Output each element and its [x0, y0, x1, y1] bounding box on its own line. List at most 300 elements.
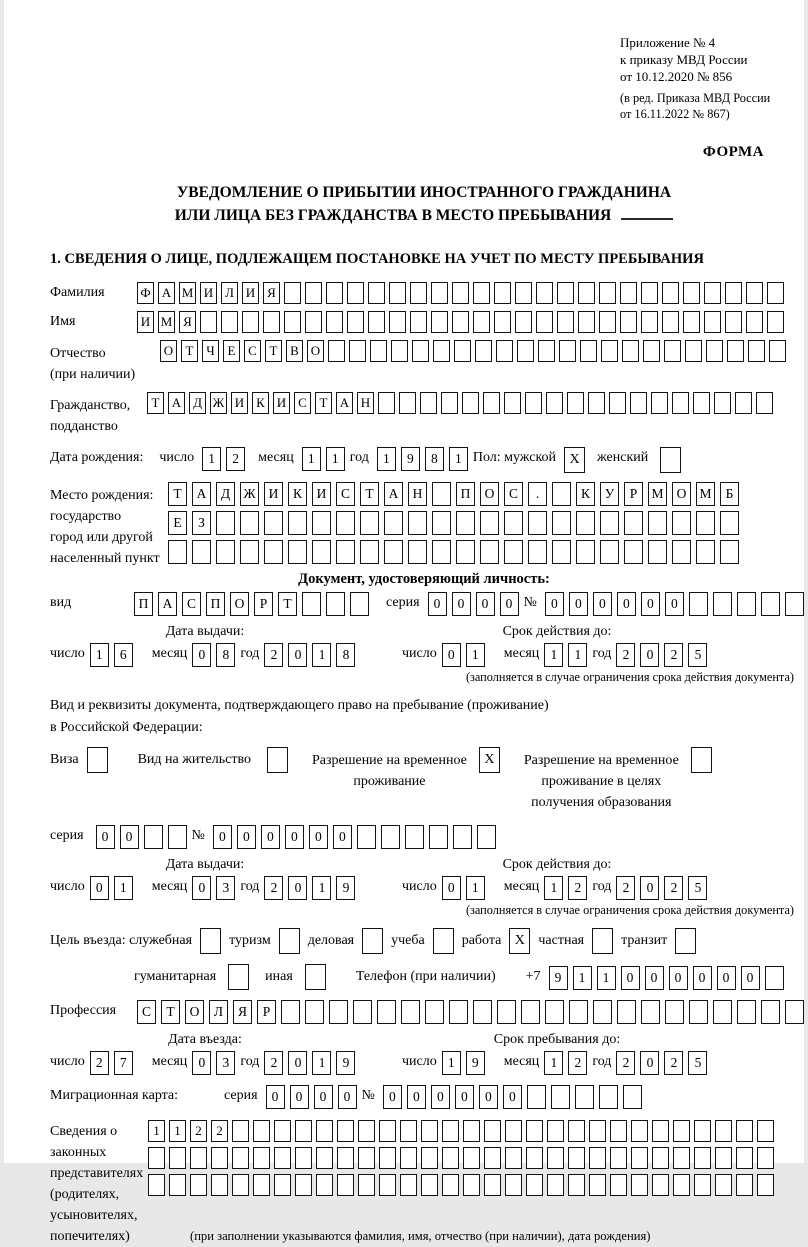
form-cell[interactable]	[736, 1174, 753, 1196]
form-cell[interactable]: 1	[544, 876, 563, 900]
form-cell[interactable]	[337, 1174, 354, 1196]
form-cell[interactable]	[546, 392, 563, 414]
form-cell[interactable]: 6	[114, 643, 133, 667]
form-cell[interactable]	[713, 1000, 732, 1024]
form-cell[interactable]: X	[564, 447, 585, 473]
form-cell[interactable]	[785, 1000, 804, 1024]
form-cell[interactable]	[641, 282, 658, 304]
form-cell[interactable]	[593, 1000, 612, 1024]
form-cell[interactable]: 0	[90, 876, 109, 900]
form-cell[interactable]: П	[456, 482, 475, 506]
form-cell[interactable]: М	[179, 282, 196, 304]
form-cell[interactable]	[694, 1120, 711, 1142]
form-cell[interactable]	[295, 1174, 312, 1196]
form-cell[interactable]: А	[158, 592, 177, 616]
form-cell[interactable]	[691, 747, 712, 773]
resdoc-valid-month-cells[interactable]	[544, 876, 592, 900]
form-cell[interactable]: Л	[221, 282, 238, 304]
form-cell[interactable]	[521, 1000, 540, 1024]
form-cell[interactable]	[253, 1147, 270, 1169]
form-cell[interactable]	[357, 825, 376, 849]
form-cell[interactable]: К	[576, 482, 595, 506]
form-cell[interactable]	[405, 825, 424, 849]
form-cell[interactable]	[761, 592, 780, 616]
form-cell[interactable]: 1	[544, 643, 563, 667]
form-cell[interactable]	[725, 282, 742, 304]
form-cell[interactable]	[673, 1120, 690, 1142]
form-cell[interactable]: Ж	[240, 482, 259, 506]
form-cell[interactable]	[552, 540, 571, 564]
form-cell[interactable]	[350, 592, 369, 616]
form-cell[interactable]	[408, 540, 427, 564]
form-cell[interactable]: М	[158, 311, 175, 333]
form-cell[interactable]	[432, 540, 451, 564]
purpose-work-checkbox[interactable]	[509, 928, 530, 954]
form-cell[interactable]: С	[182, 592, 201, 616]
form-cell[interactable]: Т	[315, 392, 332, 414]
form-cell[interactable]: 0	[338, 1085, 357, 1109]
doc-valid-month-cells[interactable]	[544, 643, 592, 667]
form-cell[interactable]	[623, 1085, 642, 1109]
form-cell[interactable]	[368, 311, 385, 333]
form-cell[interactable]: 0	[192, 876, 211, 900]
form-cell[interactable]	[168, 825, 187, 849]
form-cell[interactable]	[358, 1174, 375, 1196]
form-cell[interactable]	[736, 1120, 753, 1142]
form-cell[interactable]	[589, 1120, 606, 1142]
form-cell[interactable]	[580, 340, 597, 362]
form-cell[interactable]	[305, 1000, 324, 1024]
form-cell[interactable]	[408, 511, 427, 535]
form-cell[interactable]: Н	[408, 482, 427, 506]
form-cell[interactable]	[336, 540, 355, 564]
form-cell[interactable]: Я	[233, 1000, 252, 1024]
form-cell[interactable]	[337, 1120, 354, 1142]
form-cell[interactable]: X	[509, 928, 530, 954]
temp-residence-education-checkbox[interactable]	[691, 747, 712, 773]
form-cell[interactable]	[312, 540, 331, 564]
form-cell[interactable]: 0	[314, 1085, 333, 1109]
form-cell[interactable]: О	[185, 1000, 204, 1024]
form-cell[interactable]: А	[158, 282, 175, 304]
form-cell[interactable]: 2	[568, 876, 587, 900]
form-cell[interactable]: 0	[431, 1085, 450, 1109]
resdoc-number-cells[interactable]	[213, 825, 501, 849]
birth-day-cells[interactable]	[202, 447, 250, 471]
form-cell[interactable]	[652, 1174, 669, 1196]
form-cell[interactable]	[761, 1000, 780, 1024]
form-cell[interactable]: А	[168, 392, 185, 414]
form-cell[interactable]: И	[312, 482, 331, 506]
form-cell[interactable]	[528, 511, 547, 535]
form-cell[interactable]	[148, 1147, 165, 1169]
form-cell[interactable]: Я	[263, 282, 280, 304]
form-cell[interactable]	[689, 1000, 708, 1024]
form-cell[interactable]	[377, 1000, 396, 1024]
form-cell[interactable]	[505, 1120, 522, 1142]
form-cell[interactable]: Н	[357, 392, 374, 414]
form-cell[interactable]	[517, 340, 534, 362]
form-cell[interactable]: 0	[640, 1051, 659, 1075]
form-cell[interactable]: 3	[216, 1051, 235, 1075]
form-cell[interactable]	[725, 311, 742, 333]
form-cell[interactable]	[536, 311, 553, 333]
form-cell[interactable]: 0	[455, 1085, 474, 1109]
form-cell[interactable]: Д	[216, 482, 235, 506]
form-cell[interactable]: 0	[192, 643, 211, 667]
form-cell[interactable]	[757, 1147, 774, 1169]
form-cell[interactable]	[643, 340, 660, 362]
form-cell[interactable]	[527, 1085, 546, 1109]
form-cell[interactable]	[685, 340, 702, 362]
form-cell[interactable]	[232, 1147, 249, 1169]
form-cell[interactable]	[169, 1147, 186, 1169]
doc-number-cells[interactable]	[545, 592, 808, 616]
form-cell[interactable]	[456, 511, 475, 535]
form-cell[interactable]	[576, 540, 595, 564]
form-cell[interactable]	[281, 1000, 300, 1024]
form-cell[interactable]	[400, 1147, 417, 1169]
form-cell[interactable]: П	[134, 592, 153, 616]
form-cell[interactable]	[504, 392, 521, 414]
form-cell[interactable]: Ч	[202, 340, 219, 362]
form-cell[interactable]	[336, 511, 355, 535]
form-cell[interactable]	[552, 482, 571, 506]
form-cell[interactable]	[704, 282, 721, 304]
residence-permit-checkbox[interactable]	[267, 747, 288, 773]
form-cell[interactable]	[610, 1147, 627, 1169]
form-cell[interactable]: .	[528, 482, 547, 506]
form-cell[interactable]	[660, 447, 681, 473]
form-cell[interactable]	[442, 1174, 459, 1196]
form-cell[interactable]	[496, 340, 513, 362]
form-cell[interactable]	[569, 1000, 588, 1024]
form-cell[interactable]	[228, 964, 249, 990]
birthplace-cells-row2[interactable]	[168, 511, 744, 535]
form-cell[interactable]	[200, 311, 217, 333]
form-cell[interactable]: 0	[476, 592, 495, 616]
form-cell[interactable]: 0	[309, 825, 328, 849]
form-cell[interactable]	[599, 282, 616, 304]
form-cell[interactable]	[379, 1147, 396, 1169]
form-cell[interactable]: 5	[688, 1051, 707, 1075]
form-cell[interactable]	[547, 1147, 564, 1169]
doc-valid-year-cells[interactable]	[616, 643, 712, 667]
form-cell[interactable]	[381, 825, 400, 849]
form-cell[interactable]	[211, 1174, 228, 1196]
purpose-official-checkbox[interactable]	[200, 928, 221, 954]
form-cell[interactable]	[473, 282, 490, 304]
form-cell[interactable]	[284, 282, 301, 304]
form-cell[interactable]	[568, 1174, 585, 1196]
form-cell[interactable]: А	[384, 482, 403, 506]
form-cell[interactable]	[785, 592, 804, 616]
form-cell[interactable]: 0	[569, 592, 588, 616]
form-cell[interactable]	[547, 1174, 564, 1196]
form-cell[interactable]: П	[206, 592, 225, 616]
form-cell[interactable]	[421, 1120, 438, 1142]
form-cell[interactable]	[756, 392, 773, 414]
form-cell[interactable]	[475, 340, 492, 362]
form-cell[interactable]	[232, 1174, 249, 1196]
form-cell[interactable]: 1	[169, 1120, 186, 1142]
form-cell[interactable]	[452, 282, 469, 304]
form-cell[interactable]	[545, 1000, 564, 1024]
form-cell[interactable]	[384, 511, 403, 535]
visa-checkbox[interactable]	[87, 747, 108, 773]
form-cell[interactable]: 1	[466, 876, 485, 900]
form-cell[interactable]	[767, 311, 784, 333]
form-cell[interactable]: 1	[90, 643, 109, 667]
form-cell[interactable]: А	[336, 392, 353, 414]
form-cell[interactable]	[433, 340, 450, 362]
form-cell[interactable]: Е	[223, 340, 240, 362]
entry-day-cells[interactable]	[90, 1051, 138, 1075]
form-cell[interactable]: 2	[664, 643, 683, 667]
purpose-business-checkbox[interactable]	[362, 928, 383, 954]
representatives-cells-row1[interactable]	[148, 1120, 778, 1142]
form-cell[interactable]	[456, 540, 475, 564]
form-cell[interactable]	[264, 511, 283, 535]
form-cell[interactable]: 5	[688, 643, 707, 667]
form-cell[interactable]	[328, 340, 345, 362]
form-cell[interactable]	[497, 1000, 516, 1024]
form-cell[interactable]: 7	[114, 1051, 133, 1075]
resdoc-issue-year-cells[interactable]	[264, 876, 360, 900]
form-cell[interactable]	[578, 282, 595, 304]
form-cell[interactable]: 0	[500, 592, 519, 616]
form-cell[interactable]	[662, 311, 679, 333]
form-cell[interactable]	[211, 1147, 228, 1169]
form-cell[interactable]	[547, 1120, 564, 1142]
form-cell[interactable]: 2	[90, 1051, 109, 1075]
form-cell[interactable]: И	[231, 392, 248, 414]
citizenship-cells[interactable]	[147, 392, 777, 414]
form-cell[interactable]	[672, 511, 691, 535]
form-cell[interactable]: И	[242, 282, 259, 304]
form-cell[interactable]	[694, 1174, 711, 1196]
form-cell[interactable]	[432, 482, 451, 506]
form-cell[interactable]	[620, 311, 637, 333]
form-cell[interactable]	[302, 592, 321, 616]
form-cell[interactable]	[696, 511, 715, 535]
form-cell[interactable]	[662, 282, 679, 304]
form-cell[interactable]	[624, 540, 643, 564]
form-cell[interactable]: 0	[428, 592, 447, 616]
form-cell[interactable]	[353, 1000, 372, 1024]
form-cell[interactable]	[727, 340, 744, 362]
form-cell[interactable]	[410, 282, 427, 304]
birth-month-cells[interactable]	[302, 447, 350, 471]
form-cell[interactable]	[449, 1000, 468, 1024]
form-cell[interactable]: С	[244, 340, 261, 362]
form-cell[interactable]	[312, 511, 331, 535]
surname-cells[interactable]	[137, 282, 788, 304]
form-cell[interactable]	[431, 311, 448, 333]
form-cell[interactable]	[316, 1174, 333, 1196]
form-cell[interactable]	[216, 511, 235, 535]
form-cell[interactable]	[557, 282, 574, 304]
form-cell[interactable]: 1	[597, 966, 616, 990]
doc-valid-day-cells[interactable]	[442, 643, 490, 667]
form-cell[interactable]	[349, 340, 366, 362]
form-cell[interactable]	[631, 1120, 648, 1142]
form-cell[interactable]	[274, 1120, 291, 1142]
form-cell[interactable]	[463, 1120, 480, 1142]
form-cell[interactable]	[425, 1000, 444, 1024]
birthplace-cells-row3[interactable]	[168, 540, 744, 564]
form-cell[interactable]	[568, 1120, 585, 1142]
form-cell[interactable]	[279, 928, 300, 954]
form-cell[interactable]	[706, 340, 723, 362]
form-cell[interactable]	[362, 928, 383, 954]
form-cell[interactable]	[242, 311, 259, 333]
form-cell[interactable]: С	[504, 482, 523, 506]
stay-month-cells[interactable]	[544, 1051, 592, 1075]
form-cell[interactable]: И	[137, 311, 154, 333]
form-cell[interactable]	[253, 1120, 270, 1142]
form-cell[interactable]: 3	[216, 876, 235, 900]
form-cell[interactable]	[399, 392, 416, 414]
form-cell[interactable]	[610, 1174, 627, 1196]
form-cell[interactable]: 0	[693, 966, 712, 990]
form-cell[interactable]: 2	[226, 447, 245, 471]
form-cell[interactable]	[683, 311, 700, 333]
form-cell[interactable]	[264, 540, 283, 564]
form-cell[interactable]	[253, 1174, 270, 1196]
form-cell[interactable]	[675, 928, 696, 954]
form-cell[interactable]	[599, 1085, 618, 1109]
form-cell[interactable]	[713, 592, 732, 616]
form-cell[interactable]	[538, 340, 555, 362]
form-cell[interactable]	[683, 282, 700, 304]
form-cell[interactable]: Ф	[137, 282, 154, 304]
form-cell[interactable]	[144, 825, 163, 849]
form-cell[interactable]: 1	[312, 1051, 331, 1075]
form-cell[interactable]: О	[160, 340, 177, 362]
form-cell[interactable]	[610, 1120, 627, 1142]
form-cell[interactable]	[673, 1174, 690, 1196]
form-cell[interactable]	[432, 511, 451, 535]
form-cell[interactable]: 0	[717, 966, 736, 990]
form-cell[interactable]	[484, 1120, 501, 1142]
form-cell[interactable]	[652, 1147, 669, 1169]
form-cell[interactable]: М	[696, 482, 715, 506]
form-cell[interactable]	[473, 1000, 492, 1024]
form-cell[interactable]	[379, 1174, 396, 1196]
form-cell[interactable]: 0	[503, 1085, 522, 1109]
form-cell[interactable]	[442, 1147, 459, 1169]
form-cell[interactable]	[400, 1120, 417, 1142]
form-cell[interactable]: О	[480, 482, 499, 506]
form-cell[interactable]: 2	[264, 643, 283, 667]
form-cell[interactable]: Т	[161, 1000, 180, 1024]
doc-kind-cells[interactable]	[134, 592, 374, 616]
form-cell[interactable]	[484, 1174, 501, 1196]
form-cell[interactable]	[515, 311, 532, 333]
form-cell[interactable]	[757, 1174, 774, 1196]
form-cell[interactable]: 8	[425, 447, 444, 471]
form-cell[interactable]	[575, 1085, 594, 1109]
form-cell[interactable]: Т	[360, 482, 379, 506]
form-cell[interactable]	[641, 311, 658, 333]
form-cell[interactable]	[358, 1120, 375, 1142]
form-cell[interactable]	[429, 825, 448, 849]
migcard-series-cells[interactable]	[266, 1085, 362, 1109]
form-cell[interactable]: Е	[168, 511, 187, 535]
migcard-number-cells[interactable]	[383, 1085, 647, 1109]
form-cell[interactable]: К	[288, 482, 307, 506]
form-cell[interactable]	[358, 1147, 375, 1169]
form-cell[interactable]: И	[264, 482, 283, 506]
form-cell[interactable]	[672, 540, 691, 564]
form-cell[interactable]: 0	[288, 876, 307, 900]
form-cell[interactable]: 0	[593, 592, 612, 616]
form-cell[interactable]	[651, 392, 668, 414]
form-cell[interactable]: О	[307, 340, 324, 362]
purpose-transit-checkbox[interactable]	[675, 928, 696, 954]
form-cell[interactable]	[480, 511, 499, 535]
form-cell[interactable]	[624, 511, 643, 535]
form-cell[interactable]: 0	[669, 966, 688, 990]
form-cell[interactable]	[494, 311, 511, 333]
form-cell[interactable]: 0	[285, 825, 304, 849]
form-cell[interactable]	[462, 392, 479, 414]
form-cell[interactable]	[216, 540, 235, 564]
doc-issue-month-cells[interactable]	[192, 643, 240, 667]
phone-cells[interactable]	[549, 966, 789, 990]
form-cell[interactable]	[316, 1147, 333, 1169]
form-cell[interactable]	[599, 311, 616, 333]
form-cell[interactable]: 0	[621, 966, 640, 990]
form-cell[interactable]	[665, 1000, 684, 1024]
form-cell[interactable]	[295, 1147, 312, 1169]
form-cell[interactable]	[589, 1174, 606, 1196]
form-cell[interactable]	[267, 747, 288, 773]
form-cell[interactable]: Б	[720, 482, 739, 506]
birth-year-cells[interactable]	[377, 447, 473, 471]
form-cell[interactable]	[326, 311, 343, 333]
form-cell[interactable]	[735, 392, 752, 414]
form-cell[interactable]: 0	[288, 1051, 307, 1075]
form-cell[interactable]	[232, 1120, 249, 1142]
form-cell[interactable]: О	[672, 482, 691, 506]
form-number-blank[interactable]	[621, 206, 673, 220]
form-cell[interactable]: 0	[442, 876, 461, 900]
form-cell[interactable]: Д	[189, 392, 206, 414]
form-cell[interactable]: 0	[333, 825, 352, 849]
purpose-humanitarian-checkbox[interactable]	[228, 964, 249, 990]
form-cell[interactable]	[305, 311, 322, 333]
form-cell[interactable]: 0	[640, 643, 659, 667]
form-cell[interactable]: К	[252, 392, 269, 414]
doc-series-cells[interactable]	[428, 592, 524, 616]
form-cell[interactable]	[715, 1174, 732, 1196]
form-cell[interactable]	[769, 340, 786, 362]
form-cell[interactable]: 1	[202, 447, 221, 471]
form-cell[interactable]	[526, 1120, 543, 1142]
form-cell[interactable]	[748, 340, 765, 362]
form-cell[interactable]	[494, 282, 511, 304]
form-cell[interactable]	[720, 511, 739, 535]
form-cell[interactable]	[592, 928, 613, 954]
form-cell[interactable]	[576, 511, 595, 535]
form-cell[interactable]	[421, 1147, 438, 1169]
form-cell[interactable]	[504, 540, 523, 564]
form-cell[interactable]	[192, 540, 211, 564]
form-cell[interactable]	[483, 392, 500, 414]
form-cell[interactable]	[528, 540, 547, 564]
